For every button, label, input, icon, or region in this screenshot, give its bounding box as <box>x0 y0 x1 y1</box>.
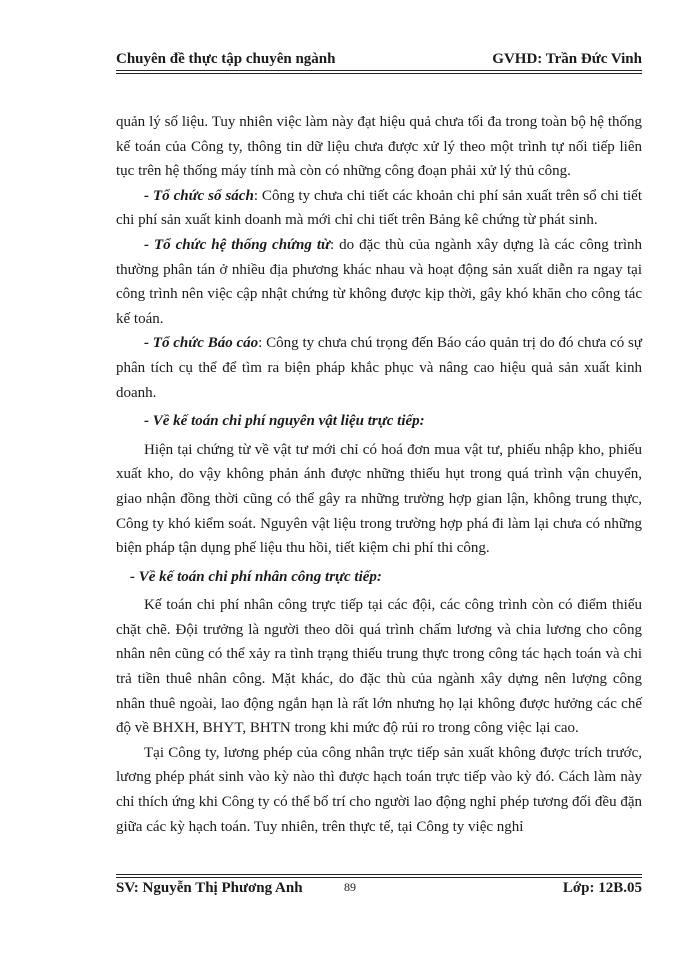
paragraph-reporting <box>116 331 642 405</box>
text-document-system: : do đặc thù của ngành xây dựng là các công trình thường phân tán ở nhiều địa phương khác nhau và hoạt động sản xuất diễn ra ngay tại công trình nên việc cập nhật chứng từ không được kịp thời, gây khó khăn cho công tác kế toán. <box>116 236 643 327</box>
footer-class: Lớp: 12B.05 <box>562 880 642 896</box>
header-rule <box>116 70 642 71</box>
label-ledger-organization: - Tổ chức sổ sách <box>144 187 254 204</box>
page-body <box>116 110 642 839</box>
footer-rule <box>116 877 642 878</box>
footer-rule-thin <box>116 874 642 875</box>
footer-student: SV: Nguyễn Thị Phương Anh <box>116 880 303 896</box>
paragraph-materials: Hiện tại chứng từ về vật tư mới chỉ có hoá đơn mua vật tư, phiếu nhập kho, phiếu xuất kho, do vậy không phản ánh được những thiếu hụt trong quá trình vận chuyển, giao nhận đồng thời cũng có thể gây ra những trường hợp gian lận, không trung thực, Công ty khó kiểm soát. Nguyên vật liệu trong trường hợp phá đi làm lại chưa có những biện pháp tận dụng phế liệu thu hồi, tiết kiệm chi phí thi công. <box>116 441 642 557</box>
paragraph-labor: Kế toán chi phí nhân công trực tiếp tại các đội, các công trình còn có điểm thiếu chặt chẽ. Đội trưởng là người theo dõi quá trình chấm lương và chia lương cho công nhân nên cũng có thể xảy ra tình trạng thiếu trung thực trong công tác hạch toán và chi trả tiền thuê nhân công. Mặt khác, do đặc thù của ngành xây dựng nên lượng công nhân thuê ngoài, lao động ngắn hạn là rất lớn nhưng họ lại không được hưởng các chế độ về BHXH, BHYT, BHTN trong khi mức độ rủi ro trong công việc lại cao. <box>116 597 642 737</box>
header-title: Chuyên đề thực tập chuyên ngành <box>116 51 336 67</box>
section-heading-materials: - Về kế toán chi phí nguyên vật liệu trực tiếp: <box>144 413 425 430</box>
paragraph-continuation: quản lý số liệu. Tuy nhiên việc làm này đạt hiệu quả chưa tối đa trong toàn bộ hệ thống kế toán của Công ty, thông tin dữ liệu chưa được xử lý theo một trình tự nối tiếp liên tục trên hệ thống máy tính mà còn có những công đoạn phải xử lý thủ công. <box>116 114 642 180</box>
paragraph-document-system <box>116 233 642 331</box>
text-ledger-organization: : Công ty chưa chi tiết các khoản chi phí sản xuất trên sổ chi tiết chi phí sản xuất kinh doanh mà mới chỉ chi tiết trên Bảng kê chứng từ phát sinh. <box>116 187 643 229</box>
page-number: 89 <box>344 880 356 894</box>
header-advisor: GVHD: Trần Đức Vinh <box>492 51 642 67</box>
label-document-system: - Tổ chức hệ thống chứng từ <box>144 236 331 253</box>
paragraph-ledger-organization <box>116 184 642 233</box>
page-header <box>116 46 642 68</box>
paragraph-leave-pay: Tại Công ty, lương phép của công nhân trực tiếp sản xuất không được trích trước, lương phép phát sinh vào kỳ nào thì được hạch toán trực tiếp vào kỳ đó. Cách làm này chỉ thích ứng khi Công ty có thể bố trí cho người lao động nghỉ phép tương đối đều đặn giữa các kỳ hạch toán. Tuy nhiên, trên thực tế, tại Công ty việc nghỉ <box>116 744 642 835</box>
text-reporting: : Công ty chưa chú trọng đến Báo cáo quản trị do đó chưa có sự phân tích cụ thể để tìm ra biện pháp khắc phục và nâng cao hiệu quả sản xuất kinh doanh. <box>116 335 642 401</box>
label-reporting: - Tổ chức Báo cáo <box>144 335 259 352</box>
header-rule-thin <box>116 73 642 74</box>
section-heading-labor: - Về kế toán chi phí nhân công trực tiếp: <box>130 568 382 585</box>
